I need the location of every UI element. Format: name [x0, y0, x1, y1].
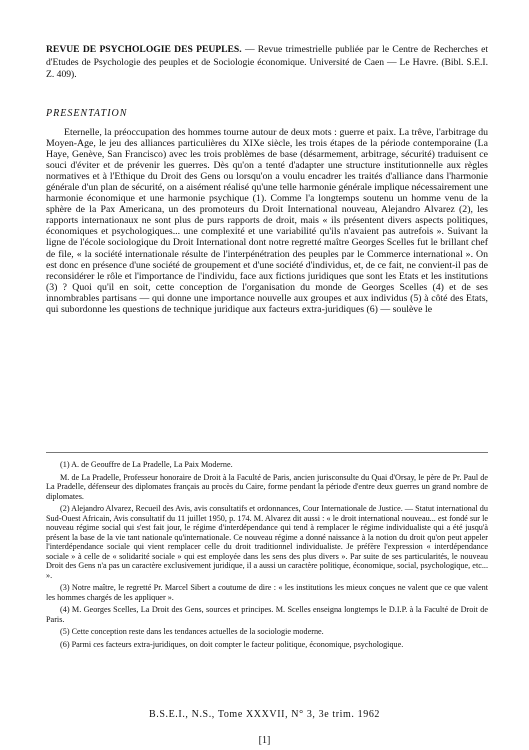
- footnote: (3) Notre maître, le regretté Pr. Marcel Sibert a coutume de dire : « les institutions les mieux conçues ne valent que ce que valent les hommes chargés de les appliquer ».: [46, 583, 488, 602]
- journal-title: REVUE DE PSYCHOLOGIE DES PEUPLES.: [46, 44, 242, 55]
- footnote: (1) A. de Geouffre de La Pradelle, La Paix Moderne.: [60, 460, 233, 469]
- footnote: M. de La Pradelle, Professeur honoraire de Droit à la Faculté de Paris, ancien jurisconsulte du Quai d'Orsay, le père de Pr. Paul de La Pradelle, défenseur des diplomates français au procès du Caire, forme pendant la période d'entre deux guerres un grand nombre de diplomates.: [46, 472, 488, 501]
- footnote: (6) Parmi ces facteurs extra-juridiques, on doit compter le facteur politique, économique, psychologique.: [60, 639, 404, 649]
- footnote: (4) M. Georges Scelles, La Droit des Gens, sources et principes. M. Scelles enseigna longtemps le D.I.P. à la Faculté de Droit de Paris.: [46, 605, 488, 624]
- bibliographic-footer: B.S.E.I., N.S., Tome XXXVII, N° 3, 3e trim. 1962: [148, 709, 381, 720]
- page-number: [1]: [258, 735, 271, 746]
- footnotes: [46, 460, 488, 652]
- body-paragraph: Eternelle, la préoccupation des hommes tourne autour de deux mots : guerre et paix. La trêve, l'arbitrage du Moyen-Age, le jeu des alliances particulières du XIXe siècle, les trois étapes de la période contemporaine (La Haye, Genève, San Francisco) avec les trois problèmes de base (désarmement, arbitrage, sécurité) traduisent ce souci d'éviter et de prévenir les guerres. Dès qu'on a tenté d'adapter une structure institutionnelle aux règles normatives et à l'Ethique du Droit des Gens ou lorsqu'on a voulu encadrer les traités d'alliance dans l'harmonie générale d'un plan de sécurité, on a aisément réalisé qu'une telle harmonie générale implique nécessairement une harmonie économique et une harmonie psychique (1). Comme l'a longtemps soutenu un homme venu de la sphère de la Pax Americana, un des promoteurs du Droit International nouveau, Alejandro Alvarez (2), les rapports internationaux ne sont plus de purs rapports de droit, mais « ils présentent divers aspects politiques, économiques et psychologiques... une complexité et une variabilité qu'ils n'avaient pas autrefois ». Suivant la ligne de l'école sociologique du Droit International dont notre regretté maître Georges Scelles fut le brillant chef de file, « la société internationale résulte de l'interpénétration des peuples par le Commerce international ». On est donc en présence d'une société de groupement et d'une société d'individus, et, de ce fait, ne convient-il pas de reconsidérer le rôle et l'importance de l'individu, face aux fictions juridiques que sont les Etats et les institutions (3) ? Quoi qu'il en soit, cette conception de l'organisation du monde de Georges Scelles (4) et de ses innombrables partisans — qui donne une importance nouvelle aux groupes et aux individus (5) à côté des Etats, qui subordonne les questions de technique juridique aux facteurs extra-juridiques (6) — soulève le: [46, 127, 488, 315]
- footnote: (2) Alejandro Alvarez, Recueil des Avis, avis consultatifs et ordonnances, Cour Internationale de Justice. — Statut international du Sud-Ouest Africain, Avis consultatif du 11 juillet 1950, p. 174. M. Alvarez dit aussi : « le droit international nouveau... est fondé sur le nouveau régime social qui s'est fait jour, le régime d'interdépendance qui tend à remplacer le régime individualiste qui a été jusqu'à présent la base de la vie tant nationale qu'internationale. Ce nouveau régime a donné naissance à la notion du droit qu'on peut appeler l'interdépendance sociale qui vient remplacer celle du droit traditionnel individualiste. Je préfère l'expression « interdépendance sociale » à celle de « solidarité sociale » qui est employée dans les sens des plus divers ». Par suite de ses particularités, le nouveau Droit des Gens n'a pas un caractère exclusivement juridique, il a aussi un caractère politique, économique, social, psychologique, etc... ».: [46, 504, 488, 580]
- footnote-divider: [46, 452, 488, 453]
- journal-description: — Revue trimestrielle publiée par le Centre de Recherches et d'Etudes de Psychologie des peuples et de Sociologie économique. Université de Caen — Le Havre. (Bibl. S.E.I. Z. 409).: [46, 44, 488, 81]
- journal-header: [46, 44, 488, 82]
- section-title: PRESENTATION: [46, 108, 128, 119]
- footnote: (5) Cette conception reste dans les tendances actuelles de la sociologie moderne.: [60, 627, 324, 636]
